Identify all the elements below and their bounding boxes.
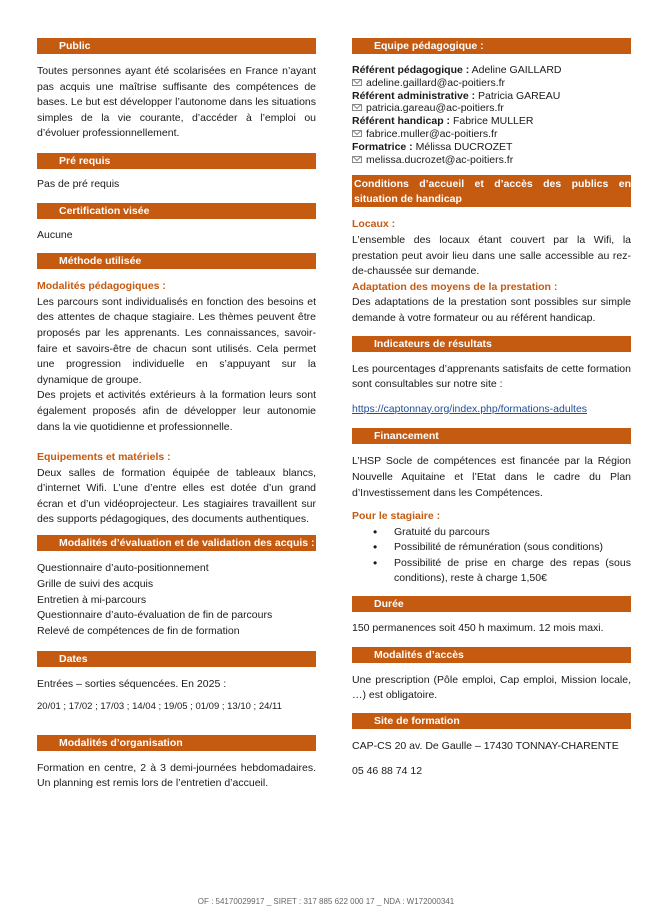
contact-name: Adeline GAILLARD [469,64,562,76]
equipements-subtitle: Equipements et matériels : [37,451,171,464]
methode-header: Méthode utilisée [37,253,316,269]
contact-email[interactable]: adeline.gaillard@ac-poitiers.fr [366,76,506,89]
stagiaire-list [352,525,631,587]
list-item: Questionnaire d’auto-positionnement [37,562,209,575]
contact-email[interactable]: melissa.ducrozet@ac-poitiers.fr [366,153,514,166]
indicateurs-text: Les pourcentages d’apprenants satisfaits de cette formation sont consultables sur notre site : [352,362,631,391]
list-item: • Possibilité de rémunération (sous conditions) [394,540,631,556]
contact-entry [352,115,631,141]
list-item: Entretien à mi-parcours [37,593,147,606]
duree-header: Durée [352,596,631,612]
contact-role: Formatrice : [352,140,413,153]
dates-text: Entrées – sorties séquencées. En 2025 : [37,678,227,691]
modalites-pedagogiques-subtitle: Modalités pédagogiques : [37,280,166,293]
right-column [352,38,631,780]
contact-role: Référent handicap : [352,115,451,128]
contact-name: Mélissa DUCROZET [412,140,513,153]
list-item: Grille de suivi des acquis [37,577,154,590]
equipe-list [352,64,631,166]
adaptation-subtitle: Adaptation des moyens de la prestation : [352,280,558,293]
list-item: Questionnaire d’auto-évaluation de fin de parcours [37,609,273,622]
equipe-header: Equipe pédagogique : [352,38,631,54]
site-header: Site de formation [352,713,631,729]
financement-text: L’HSP Socle de compétences est financée par la Région Nouvelle Aquitaine et l’Etat dans le cadre du Plan d’Investissement dans les Compétences. [352,455,631,499]
list-item: • Possibilité de prise en charge des repas (sous conditions), reste à charge 1,50€ [394,556,631,587]
prerequis-header: Pré requis [37,153,316,169]
methode-paragraph-2: Des projets et activités extérieurs à la formation leurs sont également proposés afin de développer leur autonomie dans la vie quotidienne et professionnelle. [37,389,316,433]
financement-header: Financement [352,428,631,444]
contact-name: Patricia GAREAU [475,89,561,102]
duree-text: 150 permanences soit 450 h maximum. 12 mois maxi. [352,622,604,635]
acces-text: Une prescription (Pôle emploi, Cap emploi, Mission locale, …) est obligatoire. [352,673,631,702]
contact-role: Référent pédagogique : [352,64,470,76]
organisation-header: Modalités d’organisation [37,735,316,751]
mail-icon [352,156,362,163]
adaptation-text: Des adaptations de la prestation sont possibles sur simple demande à votre formateur ou au référent handicap. [352,296,631,324]
organisation-text: Formation en centre, 2 à 3 demi-journées hebdomadaires. Un planning est remis lors de l’entretien d’accueil. [37,761,316,790]
equipements-text: Deux salles de formation équipée de tableaux blancs, d’internet Wifi. L’une d’entre elles est dotée d’un grand écran et d’un vidéoprojecteur. Les stagiaires travaillent sur des supports pédagogiques, des documents authentiques. [37,466,316,526]
contact-entry [352,64,631,90]
mail-icon [352,130,362,137]
public-text: Toutes personnes ayant été scolarisées en France n’ayant pas acquis une maîtrise suffisante des compétences de bases. Le but est développer l’autonome dans les situations simples de la vie courante, d’accéder à l’emploi ou d’évoluer professionnellement. [37,65,316,140]
stagiaire-subtitle: Pour le stagiaire : [352,510,441,523]
acces-header: Modalités d’accès [352,647,631,663]
contact-email[interactable]: patricia.gareau@ac-poitiers.fr [366,102,504,115]
left-column [37,38,316,792]
contact-role: Référent administrative : [352,89,476,102]
site-phone: 05 46 88 74 12 [352,765,423,778]
mail-icon [352,104,362,111]
list-item: Relevé de compétences de fin de formation [37,625,240,638]
dates-list: 20/01 ; 17/02 ; 17/03 ; 14/04 ; 19/05 ; 01/09 ; 13/10 ; 24/11 [37,700,282,712]
handicap-header [352,175,631,207]
handicap-header-text: Conditions d’accueil et d’accès des publics en situation de handicap [354,178,631,206]
evaluation-list [37,561,316,640]
footer-identifiers: OF : 54170029917 _ SIRET : 317 885 622 000 17 _ NDA : W172000341 [197,897,455,906]
list-item: • Gratuité du parcours [394,525,631,541]
contact-entry [352,90,631,116]
dates-header: Dates [37,651,316,667]
site-address: CAP-CS 20 av. De Gaulle – 17430 TONNAY-CHARENTE [352,739,619,752]
public-header: Public [37,38,316,54]
certification-text: Aucune [37,228,73,241]
locaux-subtitle: Locaux : [352,218,396,231]
prerequis-text: Pas de pré requis [37,177,120,190]
contact-email[interactable]: fabrice.muller@ac-poitiers.fr [366,127,498,140]
formations-link[interactable]: https://captonnay.org/index.php/formations-adultes [352,402,588,415]
methode-paragraph-1: Les parcours sont individualisés en fonction des besoins et des attentes de chaque stagiaire. Les thèmes peuvent être proposés par les apprenants. Les connaissances, savoir-faire et savoirs-être de chacun sont utilisés. Cela permet une progression individuelle en s’appuyant sur la dynamique de groupe. [37,295,316,386]
mail-icon [352,79,362,86]
evaluation-header: Modalités d’évaluation et de validation des acquis : [37,535,316,551]
contact-entry [352,141,631,167]
indicateurs-header: Indicateurs de résultats [352,336,631,352]
contact-name: Fabrice MULLER [450,115,534,128]
certification-header: Certification visée [37,203,316,219]
locaux-text: L’ensemble des locaux étant couvert par la Wifi, la prestation peut avoir lieu dans une salle accessible au rez-de-chaussée sur demande. [352,233,631,278]
